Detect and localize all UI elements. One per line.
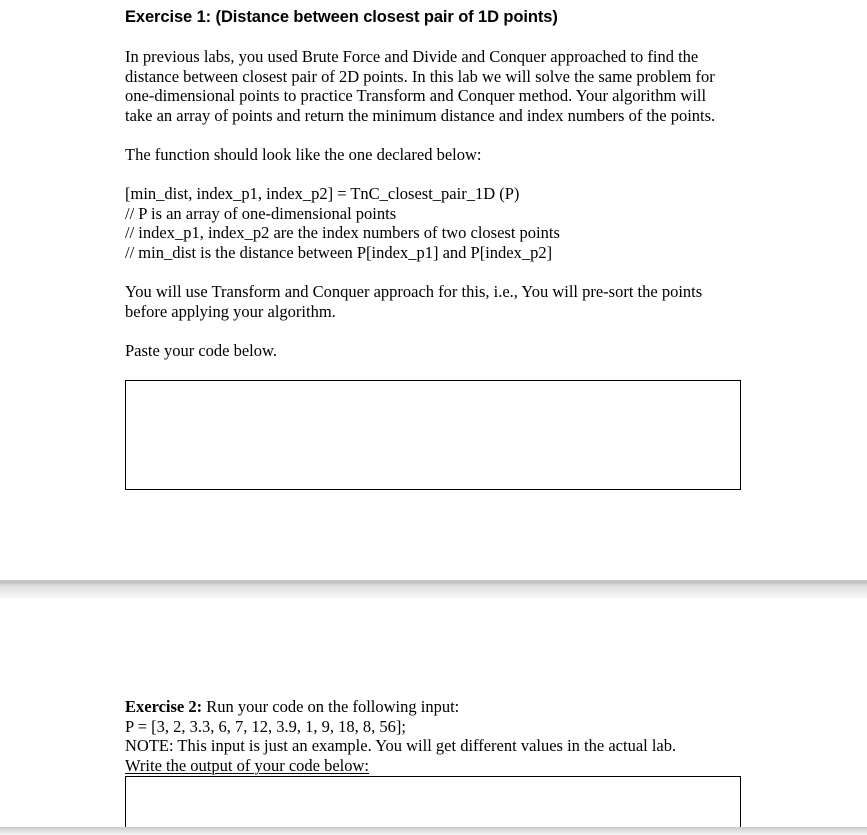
code-comment-line: // P is an array of one-dimensional points xyxy=(125,203,397,223)
function-intro-text: The function should look like the one declared below: xyxy=(125,145,482,164)
code-comment-line: // min_dist is the distance between P[index_p1] and P[index_p2] xyxy=(125,242,553,262)
function-declaration xyxy=(125,184,560,262)
exercise-1-heading xyxy=(125,6,558,28)
code-comment-line: // index_p1, index_p2 are the index numbers of two closest points xyxy=(125,223,560,243)
input-array-line: P = [3, 2, 3.3, 6, 7, 12, 3.9, 1, 9, 18, 8, 56]; xyxy=(125,716,406,736)
transform-line: before applying your algorithm. xyxy=(125,301,336,321)
exercise-2-label: Exercise 2: xyxy=(125,697,203,716)
code-line: [min_dist, index_p1, index_p2] = TnC_closest_pair_1D (P) xyxy=(125,184,520,203)
exercise-2-section xyxy=(125,697,676,775)
page-bottom-edge xyxy=(0,827,867,835)
note-line: NOTE: This input is just an example. You will get different values in the actual lab. xyxy=(125,736,677,756)
paste-prompt-text: Paste your code below. xyxy=(125,341,277,360)
output-answer-box[interactable] xyxy=(125,776,741,829)
exercise-1-label: Exercise 1: xyxy=(125,8,216,26)
exercise-1-title: (Distance between closest pair of 1D points) xyxy=(215,8,558,26)
transform-line: You will use Transform and Conquer approach for this, i.e., You will pre-sort the points xyxy=(125,282,703,301)
intro-line: In previous labs, you used Brute Force and Divide and Conquer approached to find the xyxy=(125,47,699,66)
intro-paragraph xyxy=(125,47,715,125)
intro-line: one-dimensional points to practice Transform and Conquer method. Your algorithm will xyxy=(125,86,707,106)
output-prompt: Write the output of your code below: xyxy=(125,755,370,775)
transform-paragraph xyxy=(125,282,702,321)
intro-line: take an array of points and return the minimum distance and index numbers of the points. xyxy=(125,105,716,125)
paste-prompt xyxy=(125,341,277,361)
intro-line: distance between closest pair of 2D points. In this lab we will solve the same problem for xyxy=(125,66,715,86)
page-break xyxy=(0,580,867,598)
exercise-2-instruction: Run your code on the following input: xyxy=(202,697,460,716)
exercise-2-intro xyxy=(125,697,676,717)
function-intro xyxy=(125,145,481,165)
code-answer-box[interactable] xyxy=(125,380,741,490)
